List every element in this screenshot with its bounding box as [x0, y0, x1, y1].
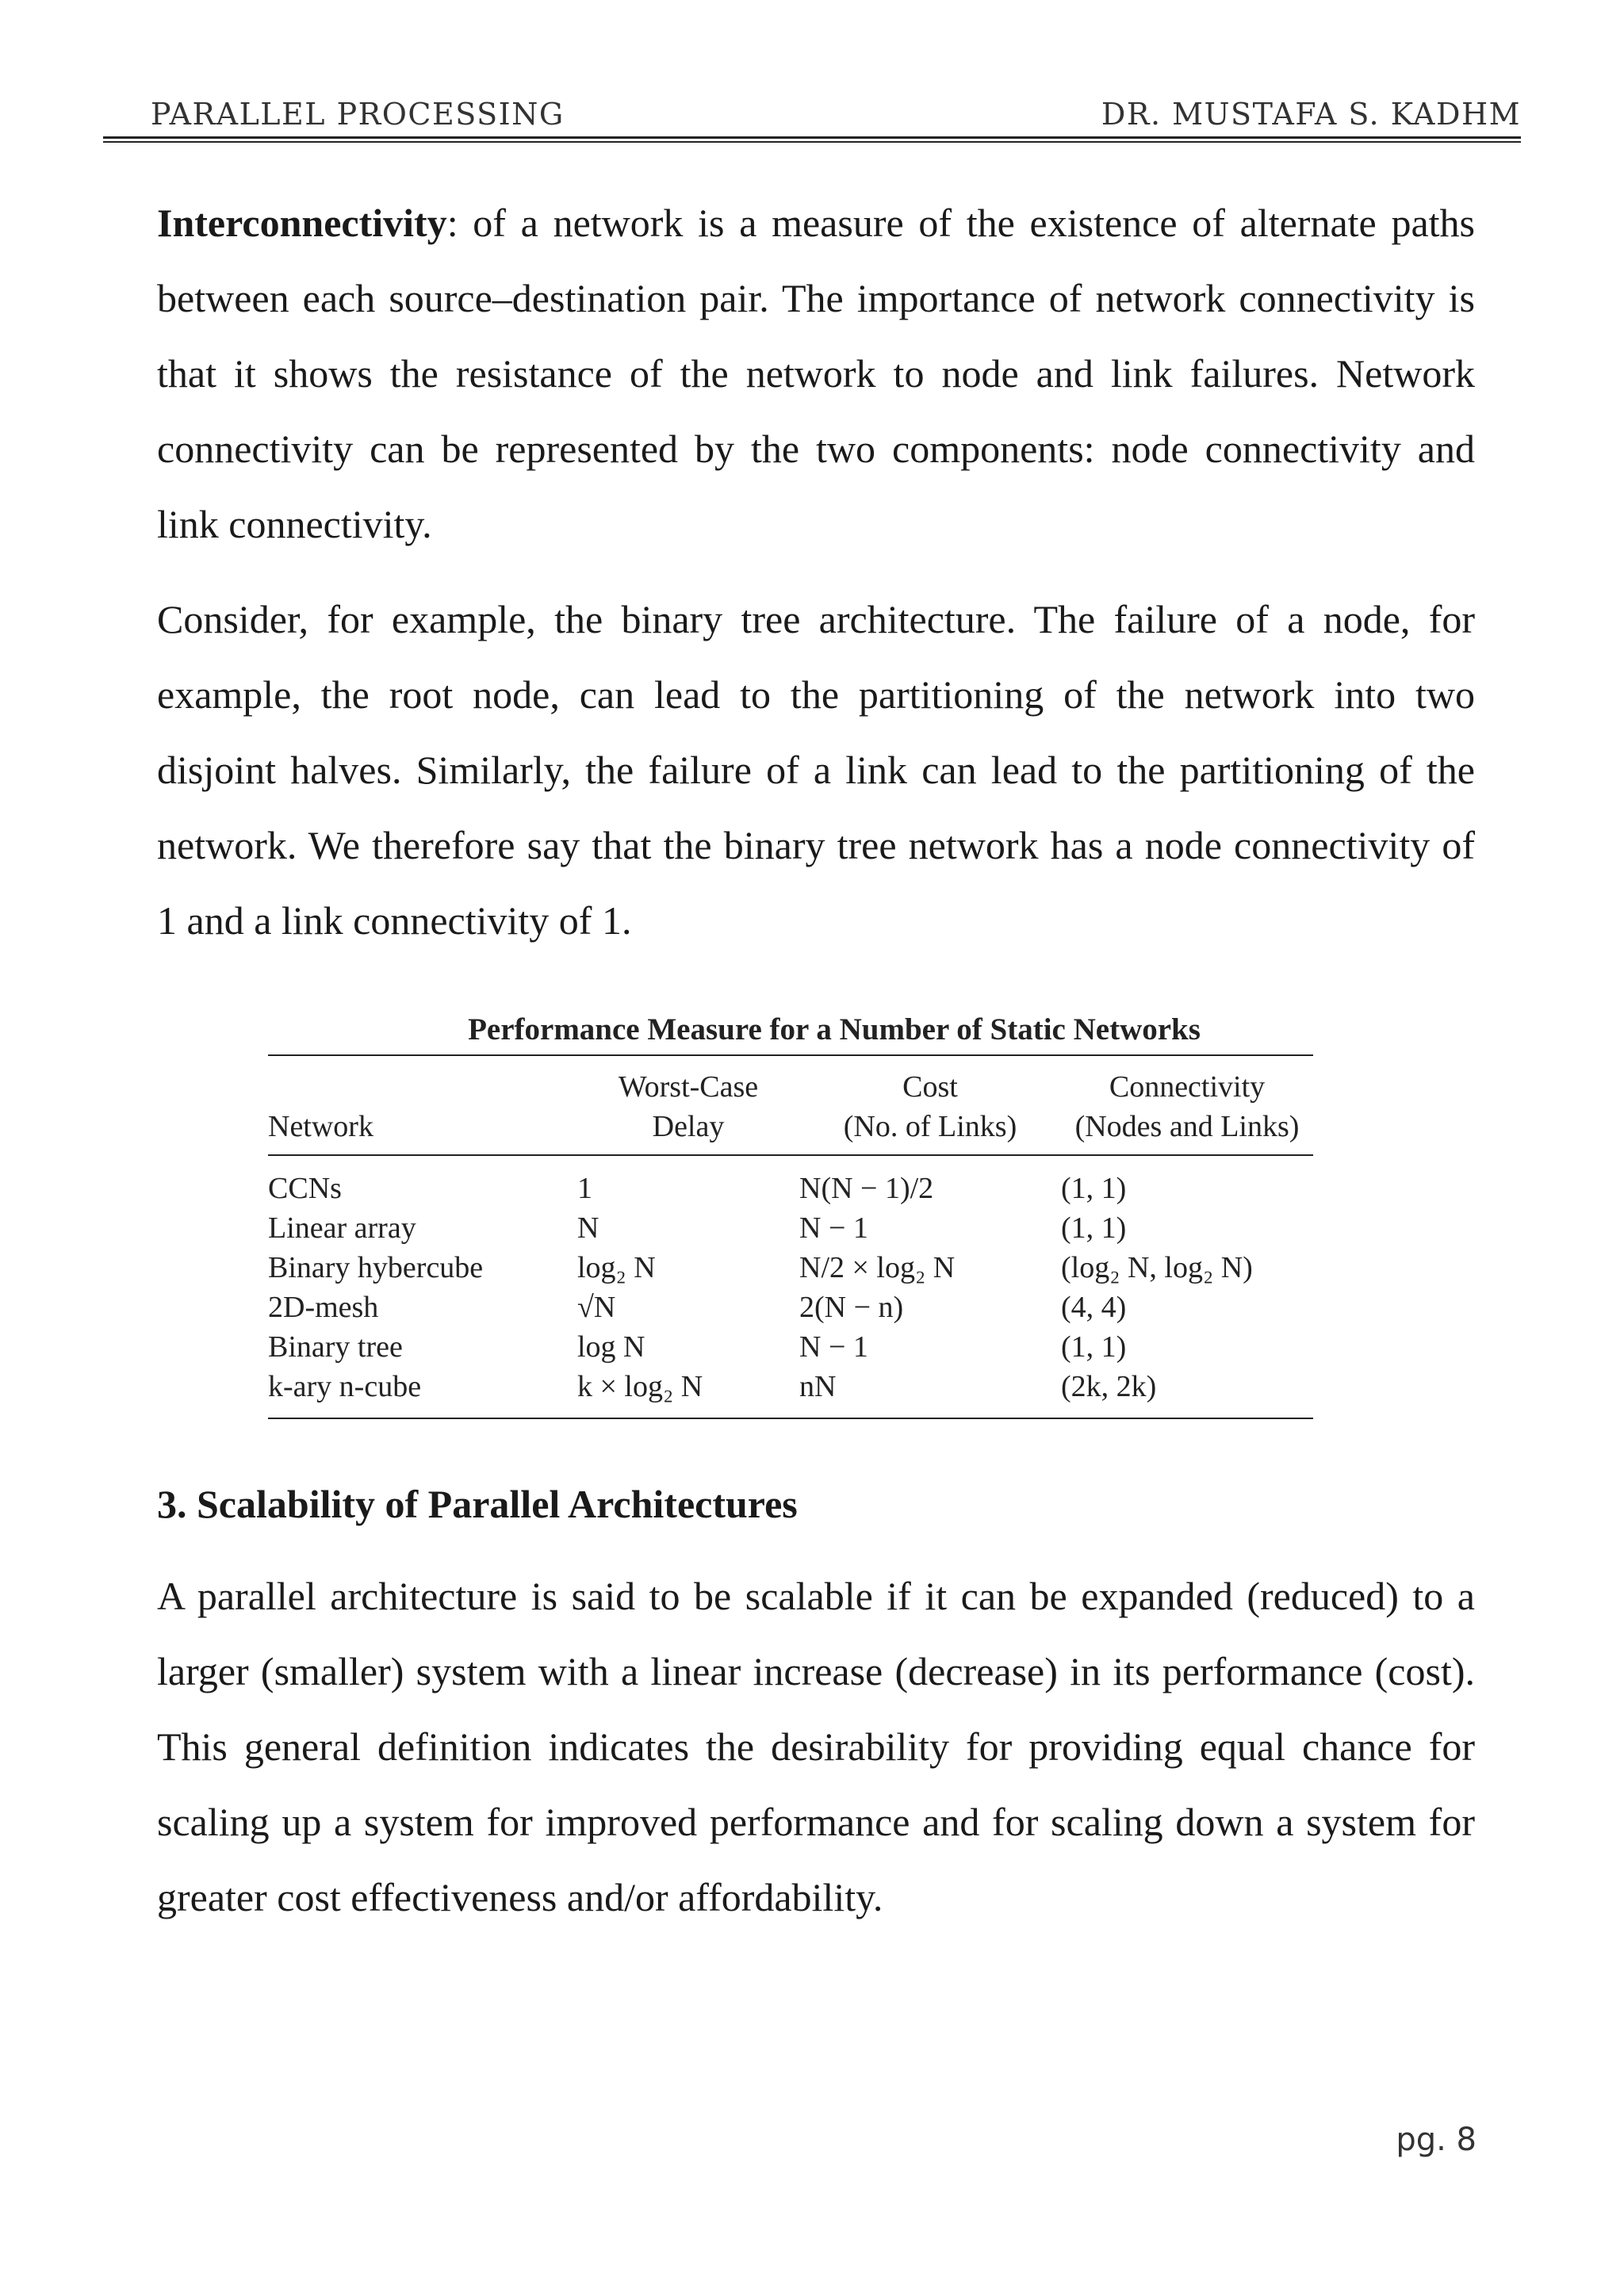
- cell-network: Binary tree: [268, 1330, 403, 1364]
- cell-delay: 1: [577, 1172, 592, 1205]
- paragraph-interconnectivity-text: : of a network is a measure of the existence of alternate paths between each source–destination pair. The importance of network connectivity is that it shows the resistance of the network to node and link failures. Network connectivity can be represented by the two components: node connectivity and link connectivity.: [157, 201, 1475, 546]
- cell-cost: N − 1: [799, 1211, 868, 1245]
- cell-cost: N(N − 1)/2: [799, 1172, 934, 1205]
- header-delay: Worst-Case Delay: [618, 1070, 759, 1143]
- table-row: [268, 1367, 1313, 1418]
- performance-table: [268, 1005, 1313, 1419]
- page-number: pg. 8: [1396, 2122, 1477, 2158]
- table-row: [268, 1155, 1313, 1208]
- term-interconnectivity: Interconnectivity: [157, 201, 447, 245]
- cell-delay: √N: [577, 1291, 616, 1324]
- cell-connectivity: (1, 1): [1061, 1330, 1127, 1364]
- table-row: [268, 1327, 1313, 1367]
- cell-cost: N − 1: [799, 1330, 868, 1364]
- cell-delay: log N: [577, 1330, 645, 1364]
- cell-connectivity: (2k, 2k): [1061, 1370, 1157, 1403]
- cell-network: k-ary n-cube: [268, 1370, 422, 1403]
- table-row: [268, 1208, 1313, 1248]
- header-network: Network: [268, 1110, 373, 1143]
- cell-delay: N: [577, 1211, 599, 1245]
- cell-network: CCNs: [268, 1172, 342, 1205]
- cell-connectivity: (1, 1): [1061, 1172, 1127, 1205]
- cell-delay: log₂ N: [577, 1251, 656, 1284]
- header-author: DR. MUSTAFA S. KADHM: [1101, 97, 1521, 132]
- table-row: [268, 1248, 1313, 1288]
- paragraph-interconnectivity: [157, 186, 1475, 562]
- cell-connectivity: (1, 1): [1061, 1211, 1127, 1245]
- cell-connectivity: (4, 4): [1061, 1291, 1127, 1324]
- cell-network: Binary hybercube: [268, 1251, 484, 1284]
- cell-cost: N/2 × log₂ N: [799, 1251, 956, 1284]
- header-rule: [103, 136, 1521, 143]
- performance-table-grid: [268, 1054, 1313, 1419]
- cell-network: Linear array: [268, 1211, 416, 1245]
- cell-network: 2D-mesh: [268, 1291, 379, 1324]
- cell-cost: 2(N − n): [799, 1291, 904, 1324]
- cell-cost: nN: [799, 1370, 837, 1403]
- paragraph-scalability: A parallel architecture is said to be scalable if it can be expanded (reduced) to a larger (smaller) system with a linear increase (decrease) in its performance (cost). This general definition indicates the desirability for providing equal chance for scaling up a system for improved performance and for scaling down a system for greater cost effectiveness and/or affordability.: [157, 1574, 1475, 1919]
- table-row: [268, 1288, 1313, 1327]
- section-heading-scalability: 3. Scalability of Parallel Architectures: [157, 1482, 798, 1526]
- paragraph-binary-tree: Consider, for example, the binary tree architecture. The failure of a node, for example, the root node, can lead to the partitioning of the network into two disjoint halves. Similarly, the failure of a link can lead to the partitioning of the network. We therefore say that the binary tree network has a node connectivity of 1 and a link connectivity of 1.: [157, 597, 1475, 943]
- header-course-title: PARALLEL PROCESSING: [151, 97, 565, 132]
- table-caption: Performance Measure for a Number of Static Networks: [468, 1012, 1201, 1047]
- table-header-row: [268, 1055, 1313, 1155]
- header-connectivity: Connectivity (Nodes and Links): [1074, 1070, 1300, 1143]
- page-header: [103, 94, 1521, 133]
- cell-connectivity: (log₂ N, log₂ N): [1061, 1251, 1253, 1284]
- cell-delay: k × log₂ N: [577, 1370, 703, 1403]
- header-cost: Cost (No. of Links): [843, 1070, 1017, 1143]
